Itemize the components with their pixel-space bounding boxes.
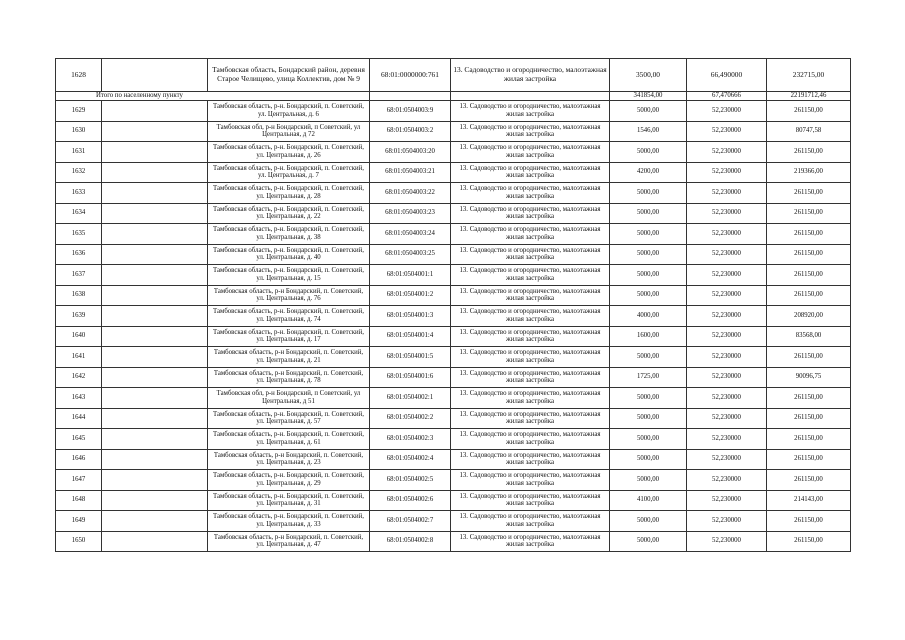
land-use-cell: 13. Садоводство и огородничество, малоэтажная жилая застройка [451, 203, 610, 224]
subtotal-area: 341854,00 [610, 92, 687, 101]
land-use-cell: 13. Садоводство и огородничество, малоэтажная жилая застройка [451, 326, 610, 347]
address-cell: Тамбовская область, Бондарский район, деревня Старое Челищево, улица Коллектив, дом № 9 [208, 59, 370, 92]
rate-cell: 52,230000 [687, 121, 767, 142]
cadastral-number-cell: 68:01:0504003:2 [370, 121, 451, 142]
land-use-cell: 13. Садоводство и огородничество, малоэтажная жилая застройка [451, 470, 610, 491]
cadastral-number-cell: 68:01:0504001:3 [370, 306, 451, 327]
value-cell: 261150,00 [767, 531, 851, 552]
land-use-cell: 13. Садоводство и огородничество, малоэтажная жилая застройка [451, 388, 610, 409]
row-number-cell: 1632 [56, 162, 102, 183]
value-cell: 261150,00 [767, 470, 851, 491]
area-cell: 5000,00 [610, 142, 687, 163]
row-number-cell: 1631 [56, 142, 102, 163]
table-row [56, 59, 851, 92]
value-cell: 261150,00 [767, 511, 851, 532]
rate-cell: 52,230000 [687, 142, 767, 163]
land-use-cell: 13. Садоводство и огородничество, малоэтажная жилая застройка [451, 244, 610, 265]
cadastral-number-cell: 68:01:0504001:5 [370, 347, 451, 368]
cadastral-number-cell: 68:01:0504003:21 [370, 162, 451, 183]
rate-cell: 52,230000 [687, 101, 767, 122]
area-cell: 1546,00 [610, 121, 687, 142]
empty-cell [102, 59, 208, 92]
area-cell: 1600,00 [610, 326, 687, 347]
land-use-cell: 13. Садоводство и огородничество, малоэтажная жилая застройка [451, 408, 610, 429]
area-cell: 5000,00 [610, 183, 687, 204]
empty-cell [102, 388, 208, 409]
empty-cell [102, 347, 208, 368]
empty-cell [102, 121, 208, 142]
area-cell: 5000,00 [610, 470, 687, 491]
rate-cell: 66,490000 [687, 59, 767, 92]
cadastral-number-cell: 68:01:0504002:3 [370, 429, 451, 450]
address-cell: Тамбовская область, р-н. Бондарский, п. Советский, ул. Центральная, д. 29 [208, 470, 370, 491]
area-cell: 4100,00 [610, 490, 687, 511]
area-cell: 5000,00 [610, 244, 687, 265]
land-use-cell: 13. Садоводство и огородничество, малоэтажная жилая застройка [451, 449, 610, 470]
cadastral-number-cell: 68:01:0504002:5 [370, 470, 451, 491]
cadastral-number-cell: 68:01:0504002:2 [370, 408, 451, 429]
address-cell: Тамбовская область, р-н Бондарский, п. Советский, ул. Центральная, д. 21 [208, 347, 370, 368]
row-number-cell: 1641 [56, 347, 102, 368]
land-use-cell: 13. Садоводство и огородничество, малоэтажная жилая застройка [451, 531, 610, 552]
value-cell: 232715,00 [767, 59, 851, 92]
subtotal-value: 22191712,46 [767, 92, 851, 101]
rate-cell: 52,230000 [687, 285, 767, 306]
rate-cell: 52,230000 [687, 347, 767, 368]
row-number-cell: 1648 [56, 490, 102, 511]
address-cell: Тамбовская область, р-н. Бондарский, п. Советский, ул. Центральная, д. 17 [208, 326, 370, 347]
area-cell: 5000,00 [610, 224, 687, 245]
rate-cell: 52,230000 [687, 162, 767, 183]
value-cell: 261150,00 [767, 224, 851, 245]
land-use-cell: 13. Садоводство и огородничество, малоэтажная жилая застройка [451, 224, 610, 245]
area-cell: 5000,00 [610, 203, 687, 224]
land-use-cell: 13. Садоводство и огородничество, малоэтажная жилая застройка [451, 306, 610, 327]
empty-cell [102, 101, 208, 122]
area-cell: 5000,00 [610, 285, 687, 306]
area-cell: 5000,00 [610, 388, 687, 409]
row-number-cell: 1647 [56, 470, 102, 491]
table-row [56, 490, 851, 511]
empty-cell [102, 367, 208, 388]
value-cell: 261150,00 [767, 244, 851, 265]
rate-cell: 52,230000 [687, 449, 767, 470]
rate-cell: 52,230000 [687, 265, 767, 286]
land-use-cell: 13. Садоводство и огородничество, малоэтажная жилая застройка [451, 490, 610, 511]
value-cell: 83568,00 [767, 326, 851, 347]
table-row [56, 511, 851, 532]
cadastral-number-cell: 68:01:0000000:761 [370, 59, 451, 92]
address-cell: Тамбовская область, р-н Бондарский, п. Советский, ул. Центральная, д. 76 [208, 285, 370, 306]
address-cell: Тамбовская область, р-н Бондарский, п. Советский, ул. Центральная, д. 47 [208, 531, 370, 552]
row-number-cell: 1639 [56, 306, 102, 327]
empty-cell [102, 285, 208, 306]
area-cell: 5000,00 [610, 429, 687, 450]
row-number-cell: 1638 [56, 285, 102, 306]
land-use-cell: 13. Садоводство и огородничество, малоэтажная жилая застройка [451, 121, 610, 142]
table-row [56, 121, 851, 142]
value-cell: 261150,00 [767, 449, 851, 470]
row-number-cell: 1643 [56, 388, 102, 409]
land-use-cell: 13. Садоводство и огородничество, малоэтажная жилая застройка [451, 265, 610, 286]
cadastral-number-cell: 68:01:0504003:25 [370, 244, 451, 265]
area-cell: 5000,00 [610, 101, 687, 122]
cadastral-number-cell: 68:01:0504002:1 [370, 388, 451, 409]
row-number-cell: 1630 [56, 121, 102, 142]
rate-cell: 52,230000 [687, 224, 767, 245]
rate-cell: 52,230000 [687, 511, 767, 532]
table-row [56, 408, 851, 429]
land-use-cell: 13. Садоводство и огородничество, малоэтажная жилая застройка [451, 511, 610, 532]
land-use-cell: 13. Садоводство и огородничество, малоэтажная жилая застройка [451, 142, 610, 163]
rate-cell: 52,230000 [687, 326, 767, 347]
table-body [56, 59, 851, 552]
row-number-cell: 1629 [56, 101, 102, 122]
empty-cell [102, 183, 208, 204]
value-cell: 261150,00 [767, 101, 851, 122]
land-use-cell: 13. Садоводство и огородничество, малоэтажная жилая застройка [451, 429, 610, 450]
land-use-cell: 13. Садоводство и огородничество, малоэтажная жилая застройка [451, 347, 610, 368]
empty-cell [102, 449, 208, 470]
address-cell: Тамбовская область, р-н. Бондарский, п. Советский, ул. Центральная, д. 57 [208, 408, 370, 429]
table-row [56, 285, 851, 306]
table-row [56, 449, 851, 470]
address-cell: Тамбовская область, р-н Бондарский, п. Советский, ул. Центральная, д. 23 [208, 449, 370, 470]
rate-cell: 52,230000 [687, 429, 767, 450]
address-cell: Тамбовская область, р-н. Бондарский, п. Советский, ул. Центральная, д. 33 [208, 511, 370, 532]
value-cell: 261150,00 [767, 388, 851, 409]
cadastral-number-cell: 68:01:0504003:22 [370, 183, 451, 204]
rate-cell: 52,230000 [687, 531, 767, 552]
value-cell: 261150,00 [767, 347, 851, 368]
row-number-cell: 1637 [56, 265, 102, 286]
table-row [56, 101, 851, 122]
value-cell: 208920,00 [767, 306, 851, 327]
table-row [56, 470, 851, 491]
subtotal-rate: 67,470666 [687, 92, 767, 101]
value-cell: 261150,00 [767, 285, 851, 306]
address-cell: Тамбовская область, р-н Бондарский, п. Советский, ул. Центральная, д. 78 [208, 367, 370, 388]
land-use-cell: 13. Садоводство и огородничество, малоэтажная жилая застройка [451, 101, 610, 122]
empty-cell [102, 162, 208, 183]
address-cell: Тамбовская область, р-н. Бондарский, п. Советский, ул. Центральная, д. 6 [208, 101, 370, 122]
area-cell: 4200,00 [610, 162, 687, 183]
area-cell: 5000,00 [610, 449, 687, 470]
value-cell: 261150,00 [767, 203, 851, 224]
subtotal-label: Итого по населенному пункту [56, 92, 370, 101]
table-row [56, 326, 851, 347]
empty-cell [102, 244, 208, 265]
land-use-cell: 13. Садоводство и огородничество, малоэтажная жилая застройка [451, 59, 610, 92]
table-row [56, 142, 851, 163]
address-cell: Тамбовская область, р-н. Бондарский, п. Советский, ул. Центральная, д. 40 [208, 244, 370, 265]
row-number-cell: 1646 [56, 449, 102, 470]
value-cell: 261150,00 [767, 183, 851, 204]
area-cell: 5000,00 [610, 265, 687, 286]
address-cell: Тамбовская обл, р-н Бондарский, п Советский, ул Центральная, д 51 [208, 388, 370, 409]
empty-cell [370, 92, 451, 101]
empty-cell [102, 531, 208, 552]
cadastral-number-cell: 68:01:0504001:2 [370, 285, 451, 306]
value-cell: 261150,00 [767, 408, 851, 429]
address-cell: Тамбовская область, р-н. Бондарский, п. Советский, ул. Центральная, д. 74 [208, 306, 370, 327]
table-row [56, 244, 851, 265]
table-row [56, 429, 851, 450]
address-cell: Тамбовская область, р-н. Бондарский, п. Советский, ул. Центральная, д. 15 [208, 265, 370, 286]
land-use-cell: 13. Садоводство и огородничество, малоэтажная жилая застройка [451, 367, 610, 388]
land-use-cell: 13. Садоводство и огородничество, малоэтажная жилая застройка [451, 183, 610, 204]
cadastral-number-cell: 68:01:0504001:1 [370, 265, 451, 286]
row-number-cell: 1640 [56, 326, 102, 347]
rate-cell: 52,230000 [687, 244, 767, 265]
row-number-cell: 1645 [56, 429, 102, 450]
empty-cell [102, 490, 208, 511]
area-cell: 5000,00 [610, 531, 687, 552]
cadastral-number-cell: 68:01:0504001:6 [370, 367, 451, 388]
value-cell: 214143,00 [767, 490, 851, 511]
rate-cell: 52,230000 [687, 367, 767, 388]
area-cell: 4000,00 [610, 306, 687, 327]
rate-cell: 52,230000 [687, 490, 767, 511]
empty-cell [102, 326, 208, 347]
empty-cell [102, 203, 208, 224]
rate-cell: 52,230000 [687, 408, 767, 429]
row-number-cell: 1644 [56, 408, 102, 429]
cadastral-number-cell: 68:01:0504003:20 [370, 142, 451, 163]
row-number-cell: 1642 [56, 367, 102, 388]
row-number-cell: 1636 [56, 244, 102, 265]
value-cell: 90096,75 [767, 367, 851, 388]
empty-cell [102, 265, 208, 286]
value-cell: 80747,58 [767, 121, 851, 142]
rate-cell: 52,230000 [687, 470, 767, 491]
value-cell: 219366,00 [767, 162, 851, 183]
land-use-cell: 13. Садоводство и огородничество, малоэтажная жилая застройка [451, 162, 610, 183]
cadastral-number-cell: 68:01:0504001:4 [370, 326, 451, 347]
row-number-cell: 1628 [56, 59, 102, 92]
table-row [56, 347, 851, 368]
empty-cell [102, 306, 208, 327]
table-row [56, 224, 851, 245]
cadastral-number-cell: 68:01:0504003:24 [370, 224, 451, 245]
row-number-cell: 1649 [56, 511, 102, 532]
table-row [56, 306, 851, 327]
empty-cell [451, 92, 610, 101]
cadastral-number-cell: 68:01:0504003:23 [370, 203, 451, 224]
address-cell: Тамбовская область, р-н. Бондарский, п. Советский, ул. Центральная, д. 7 [208, 162, 370, 183]
area-cell: 5000,00 [610, 511, 687, 532]
rate-cell: 52,230000 [687, 388, 767, 409]
address-cell: Тамбовская область, р-н. Бондарский, п. Советский, ул. Центральная, д. 38 [208, 224, 370, 245]
row-number-cell: 1633 [56, 183, 102, 204]
address-cell: Тамбовская область, р-н. Бондарский, п. Советский, ул. Центральная, д. 26 [208, 142, 370, 163]
area-cell: 1725,00 [610, 367, 687, 388]
value-cell: 261150,00 [767, 142, 851, 163]
table-row [56, 265, 851, 286]
address-cell: Тамбовская область, р-н. Бондарский, п. Советский, ул. Центральная, д. 28 [208, 183, 370, 204]
address-cell: Тамбовская область, р-н. Бондарский, п. Советский, ул. Центральная, д. 31 [208, 490, 370, 511]
value-cell: 261150,00 [767, 429, 851, 450]
empty-cell [102, 511, 208, 532]
cadastral-number-cell: 68:01:0504002:4 [370, 449, 451, 470]
address-cell: Тамбовская область, р-н. Бондарский, п. Советский, ул. Центральная, д. 61 [208, 429, 370, 450]
table-row [56, 203, 851, 224]
row-number-cell: 1634 [56, 203, 102, 224]
cadastral-number-cell: 68:01:0504002:8 [370, 531, 451, 552]
empty-cell [102, 224, 208, 245]
subtotal-row [56, 92, 851, 101]
empty-cell [102, 470, 208, 491]
empty-cell [102, 408, 208, 429]
value-cell: 261150,00 [767, 265, 851, 286]
cadastral-number-cell: 68:01:0504002:7 [370, 511, 451, 532]
row-number-cell: 1635 [56, 224, 102, 245]
table-row [56, 183, 851, 204]
cadastral-number-cell: 68:01:0504002:6 [370, 490, 451, 511]
row-number-cell: 1650 [56, 531, 102, 552]
empty-cell [102, 142, 208, 163]
address-cell: Тамбовская область, р-н. Бондарский, п. Советский, ул. Центральная, д. 22 [208, 203, 370, 224]
table-row [56, 388, 851, 409]
table-row [56, 531, 851, 552]
rate-cell: 52,230000 [687, 306, 767, 327]
area-cell: 5000,00 [610, 408, 687, 429]
cadastral-number-cell: 68:01:0504003:9 [370, 101, 451, 122]
cadastral-value-table [55, 58, 851, 552]
address-cell: Тамбовская обл, р-н Бондарский, п Советский, ул Центральная, д 72 [208, 121, 370, 142]
land-use-cell: 13. Садоводство и огородничество, малоэтажная жилая застройка [451, 285, 610, 306]
table-row [56, 162, 851, 183]
empty-cell [102, 429, 208, 450]
rate-cell: 52,230000 [687, 203, 767, 224]
area-cell: 5000,00 [610, 347, 687, 368]
table-row [56, 367, 851, 388]
area-cell: 3500,00 [610, 59, 687, 92]
rate-cell: 52,230000 [687, 183, 767, 204]
